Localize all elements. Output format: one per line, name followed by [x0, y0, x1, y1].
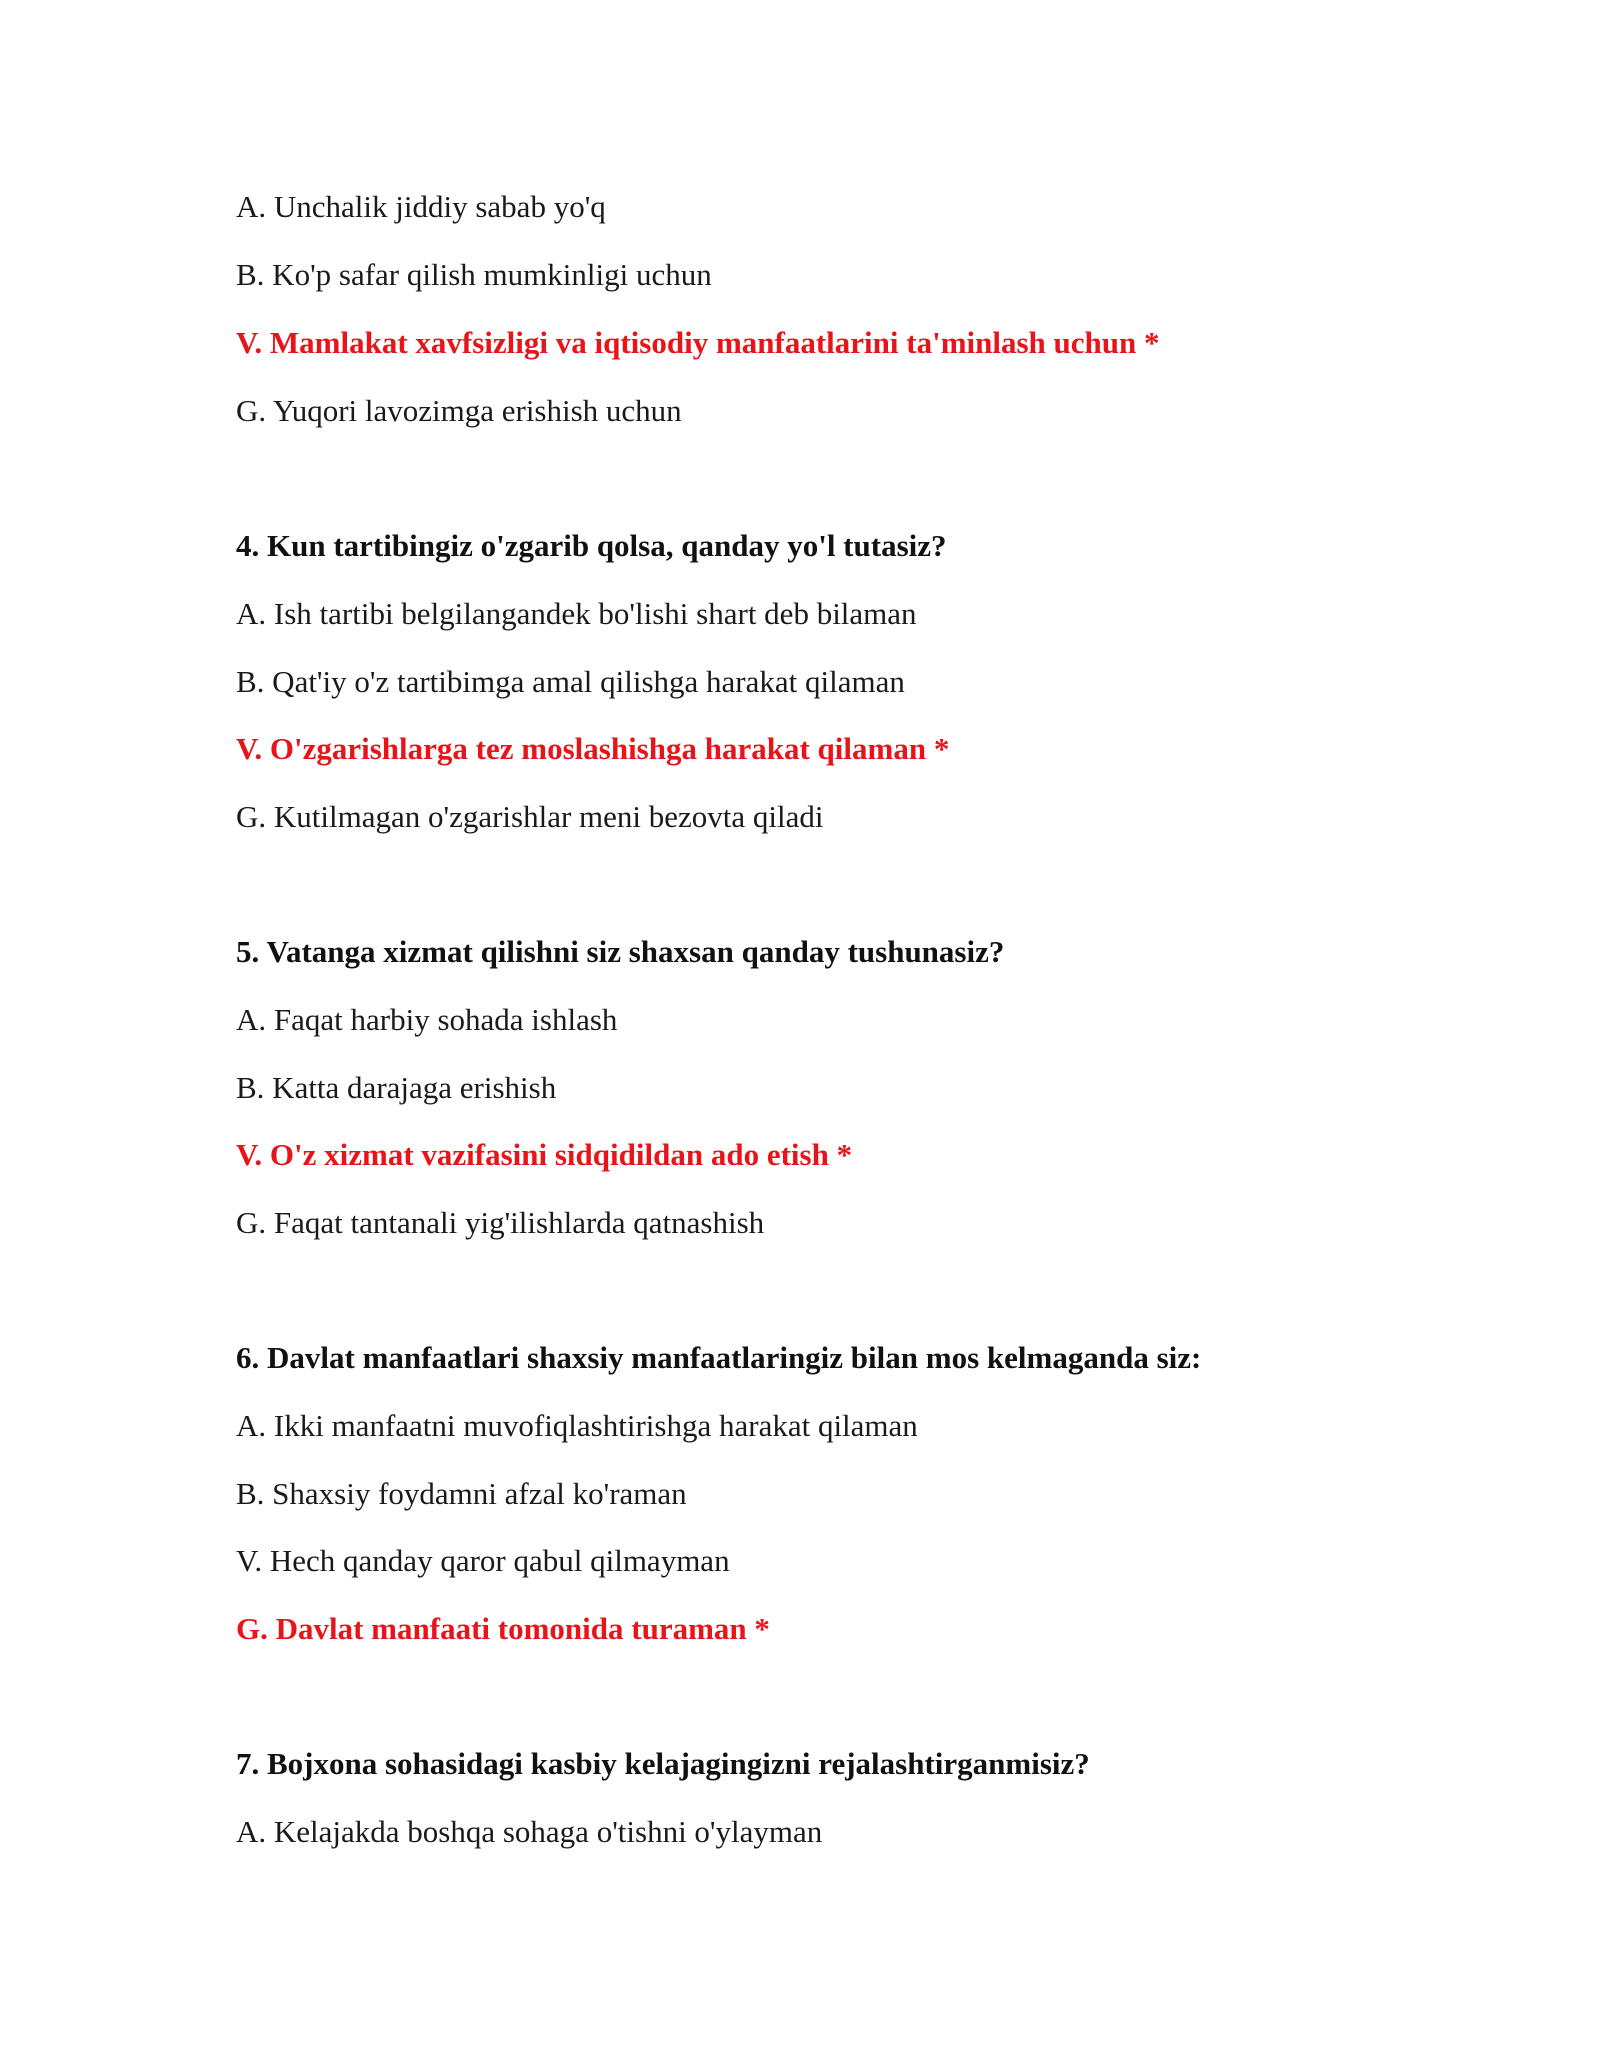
q4-option-b: B. Qat'iy o'z tartibimga amal qilishga harakat qilaman: [236, 664, 905, 699]
q6-option-v: V. Hech qanday qaror qabul qilmayman: [236, 1543, 730, 1578]
q7-option-a: A. Kelajakda boshqa sohaga o'tishni o'ylayman: [236, 1814, 823, 1849]
q6-option-b: B. Shaxsiy foydamni afzal ko'raman: [236, 1476, 687, 1511]
q6-option-g-correct: G. Davlat manfaati tomonida turaman *: [236, 1611, 770, 1646]
q4-option-g: G. Kutilmagan o'zgarishlar meni bezovta qiladi: [236, 799, 824, 834]
question-4: 4. Kun tartibingiz o'zgarib qolsa, qanday yo'l tutasiz?: [236, 528, 947, 563]
q3-option-v-correct: V. Mamlakat xavfsizligi va iqtisodiy manfaatlarini ta'minlash uchun *: [236, 325, 1160, 360]
question-7: 7. Bojxona sohasidagi kasbiy kelajagingizni rejalashtirganmisiz?: [236, 1746, 1090, 1781]
q4-option-a: A. Ish tartibi belgilangandek bo'lishi shart deb bilaman: [236, 596, 917, 631]
q3-option-b: B. Ko'p safar qilish mumkinligi uchun: [236, 257, 712, 292]
q3-option-a: A. Unchalik jiddiy sabab yo'q: [236, 189, 606, 224]
q5-option-a: A. Faqat harbiy sohada ishlash: [236, 1002, 618, 1037]
q3-option-g: G. Yuqori lavozimga erishish uchun: [236, 393, 682, 428]
question-6: 6. Davlat manfaatlari shaxsiy manfaatlaringiz bilan mos kelmaganda siz:: [236, 1340, 1202, 1375]
question-5: 5. Vatanga xizmat qilishni siz shaxsan qanday tushunasiz?: [236, 934, 1005, 969]
q6-option-a: A. Ikki manfaatni muvofiqlashtirishga harakat qilaman: [236, 1408, 918, 1443]
q5-option-v-correct: V. O'z xizmat vazifasini sidqidildan ado etish *: [236, 1137, 853, 1172]
q5-option-g: G. Faqat tantanali yig'ilishlarda qatnashish: [236, 1205, 765, 1240]
q5-option-b: B. Katta darajaga erishish: [236, 1070, 557, 1105]
q4-option-v-correct: V. O'zgarishlarga tez moslashishga harakat qilaman *: [236, 731, 950, 766]
